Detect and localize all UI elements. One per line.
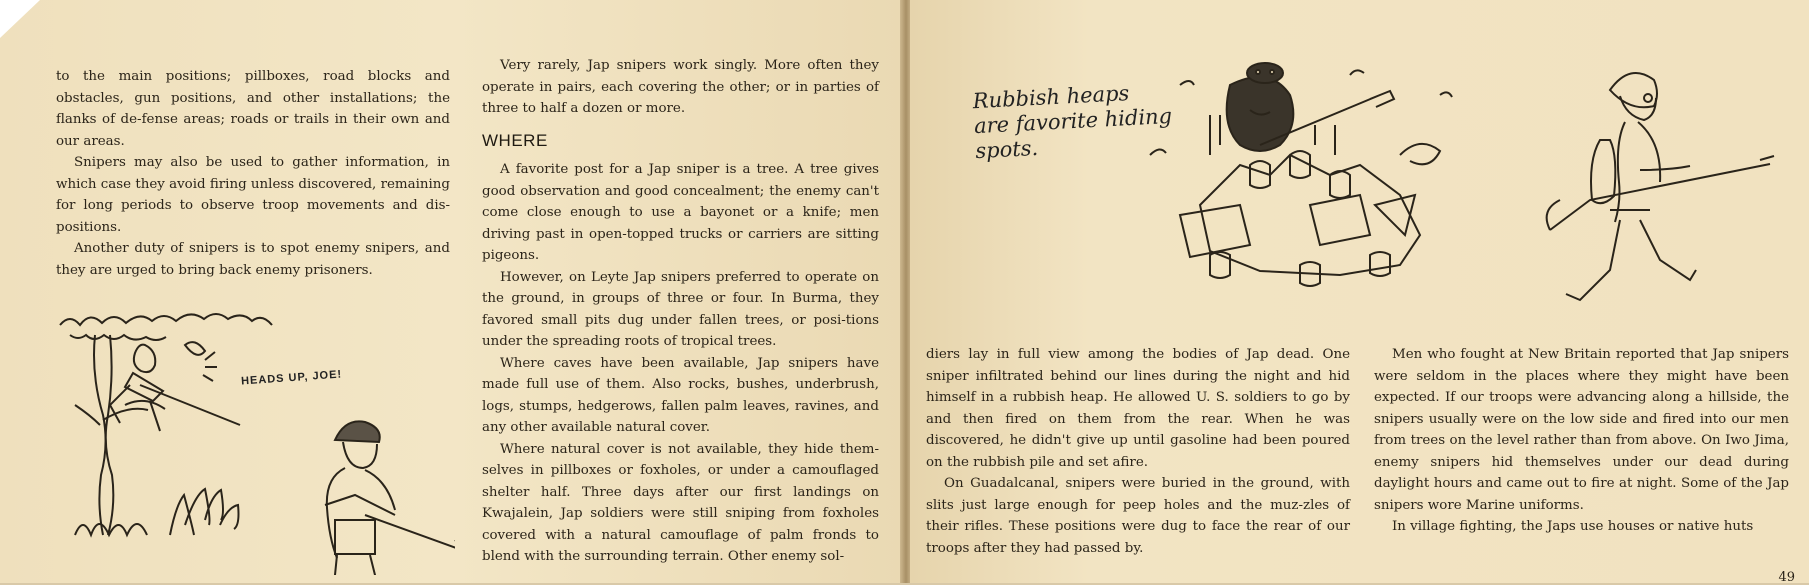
right-page (910, 0, 1809, 583)
walking-soldier-illustration (1530, 60, 1790, 320)
paragraph: Another duty of snipers is to spot enemy snipers, and they are urged to bring back enemy prisoners. (56, 241, 450, 278)
left-page (0, 0, 902, 583)
rubbish-heap-illustration (1140, 55, 1480, 315)
paragraph: Where caves have been available, Jap snipers have made full use of them. Also rocks, bushes, underbrush, logs, stumps, hedgerows, fallen palm leaves, ravines, and any other available natural cover. (482, 355, 879, 435)
paragraph: diers lay in full view among the bodies of Jap dead. One sniper infiltrated behind our lines during the night and hid himself in a rubbish heap. He allowed U. S. soldiers to go by and then fired on them from the rear. When he was discovered, he didn't give up until gasoline had been poured on the rubbish pile and set afire. (926, 347, 1350, 470)
caption-line: are favorite hiding (973, 103, 1173, 139)
paragraph: In village fighting, the Japs use houses or native huts (1392, 519, 1754, 534)
caption-line: Rubbish heaps (972, 81, 1130, 114)
caption-line: spots. (974, 135, 1039, 164)
section-heading: WHERE (482, 130, 548, 150)
paragraph: However, on Leyte Jap snipers preferred to operate on the ground, in groups of three or four. In Burma, they favored small pits dug under fallen trees, or posi-tions under the spreading roots of tropical trees. (482, 269, 879, 349)
paragraph: to the main positions; pillboxes, road blocks and obstacles, gun positions, and other installations; the flanks of de-fense areas; roads or trails in their own and our areas. (56, 69, 450, 149)
paragraph: Where natural cover is not available, they hide them-selves in pillboxes or foxholes, or under a camouflaged shelter half. Three days after our first landings on Kwajalein, Jap soldiers were still sniping from foxholes covered with a natural camouflage of palm fronds to blend with the surrounding terrain. Other enemy sol- (482, 441, 879, 564)
torn-corner (0, 0, 40, 38)
tree-sniper-illustration (55, 305, 455, 575)
cartoon-caption: HEADS UP, JOE! (240, 368, 343, 388)
right-page-column-1 (926, 344, 1350, 559)
paragraph: Men who fought at New Britain reported that Jap snipers were seldom in the places where they might have been expected. If our troops were advancing along a hillside, the snipers usually were on the low side and fired into our men from trees on the level rather than from above. On Iwo Jima, enemy snipers hid themselves under our dead during daylight hours and came out to fire at night. Some of the Jap snipers wore Marine uniforms. (1374, 347, 1789, 513)
paragraph: A favorite post for a Jap sniper is a tree. A tree gives good observation and good concealment; the enemy can't come close enough to use a bayonet or a knife; men driving past in open-topped trucks or carriers are sitting pigeons. (482, 162, 879, 263)
left-page-column-1 (56, 66, 450, 281)
right-page-column-2 (1374, 344, 1789, 538)
paragraph: Snipers may also be used to gather information, in which case they avoid firing unless discovered, remaining for long periods to observe troop movements and dis-positions. (56, 155, 450, 235)
left-page-column-2 (482, 55, 879, 568)
paragraph: Very rarely, Jap snipers work singly. More often they operate in pairs, each covering the other; or in parties of three to half a dozen or more. (482, 58, 879, 116)
page-number: 49 (1778, 570, 1795, 585)
paragraph: On Guadalcanal, snipers were buried in the ground, with slits just large enough for peep holes and the muz-zles of their rifles. These positions were dug to face the rear of our troops after they had passed by. (926, 476, 1350, 556)
